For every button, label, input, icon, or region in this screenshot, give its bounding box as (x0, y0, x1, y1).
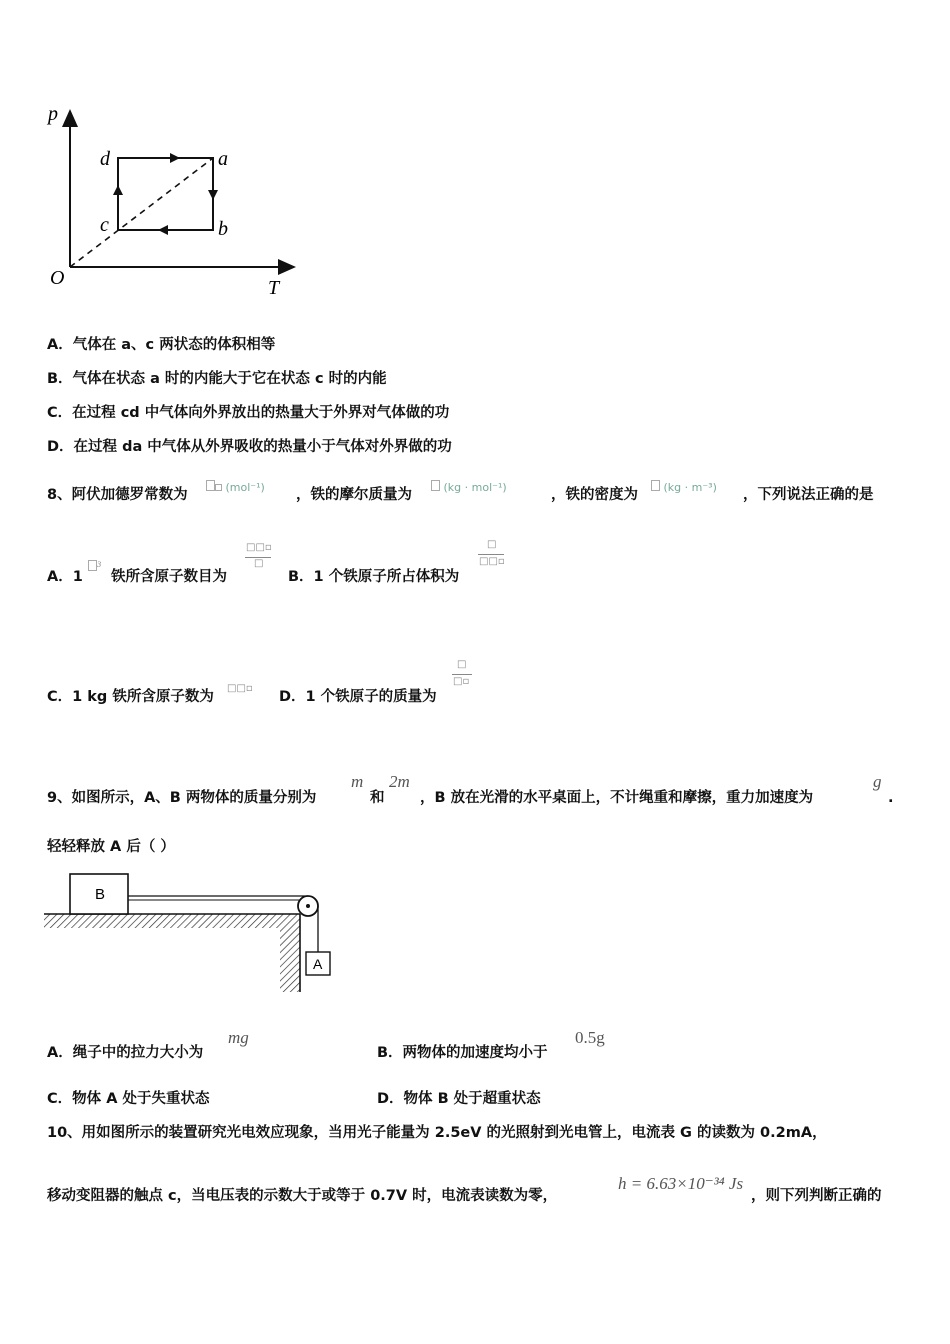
q9-option-b: B．两物体的加速度均小于 (377, 1045, 548, 1061)
pulley-diagram (44, 870, 344, 995)
q8-option-c-formula: □□▫ (227, 683, 253, 694)
q9-stem-line2: 轻轻释放 A 后（ ） (47, 839, 175, 855)
arrow-bc (158, 225, 168, 235)
arrow-da (170, 153, 180, 163)
q9-option-b-expr (575, 1028, 605, 1048)
dashed-line-oa (70, 158, 213, 267)
q7-option-a: A．气体在 a、c 两状态的体积相等 (47, 337, 276, 353)
q8-option-a-label: A．1 (47, 569, 83, 585)
point-label-b: b (218, 218, 228, 240)
q9-mass-b: 2m (389, 772, 410, 791)
q9-stem-and: 和 (370, 790, 385, 806)
q8-option-d-text: D．1 个铁原子的质量为 (279, 689, 437, 705)
axis-label-p: p (48, 103, 58, 125)
q9-option-a: A．绳子中的拉力大小为 (47, 1045, 204, 1061)
q8-stem-1: 8、阿伏加德罗常数为 (47, 487, 188, 503)
q9-stem-end: . (888, 790, 894, 806)
q10-line1: 10、用如图所示的装置研究光电效应现象，当用光子能量为 2.5eV 的光照射到光电管上，电流表 G 的读数为 0.2mA， (47, 1125, 827, 1141)
q8-stem-3: ，铁的密度为 (551, 487, 638, 503)
q9-option-a-expr: mg (228, 1028, 249, 1047)
q9-gravity-symbol: g (873, 772, 882, 791)
q9-option-c: C．物体 A 处于失重状态 (47, 1091, 210, 1107)
block-a-label: A (313, 956, 323, 972)
p-t-diagram (40, 95, 300, 305)
q10-line2-post: ，则下列判断正确的 (751, 1188, 882, 1204)
arrow-cd (113, 185, 123, 195)
q8-option-a-unit: 3 (88, 560, 101, 574)
q8-option-b-text: B．1 个铁原子所占体积为 (288, 569, 460, 585)
q8-option-d-fraction: □ □▫ (452, 659, 472, 693)
q8-molar-mass-formula: (kg · mol⁻¹) (431, 480, 507, 494)
q10-line2-pre: 移动变阻器的触点 c，当电压表的示数大于或等于 0.7V 时，电流表读数为零， (47, 1188, 558, 1204)
q9-stem-1: 9、如图所示，A、B 两物体的质量分别为 (47, 790, 317, 806)
q8-stem-4: ，下列说法正确的是 (743, 487, 874, 503)
q10-planck-constant: h = 6.63×10⁻³⁴ Js (618, 1174, 744, 1193)
q8-density-formula: (kg · m⁻³) (651, 480, 717, 494)
q7-option-d: D．在过程 da 中气体从外界吸收的热量小于气体对外界做的功 (47, 439, 452, 455)
pulley-axle (306, 904, 310, 908)
q7-option-c: C．在过程 cd 中气体向外界放出的热量大于外界对气体做的功 (47, 405, 450, 421)
wall-hatch (280, 914, 300, 992)
q8-option-a-fraction: □□▫ □ (246, 542, 272, 569)
q8-option-b-fraction: □ □□▫ (479, 539, 505, 567)
q8-option-c-text: C．1 kg 铁所含原子数为 (47, 689, 214, 705)
table-hatch (44, 914, 280, 928)
point-label-d: d (100, 148, 110, 170)
q9-stem-2: ，B 放在光滑的水平桌面上，不计绳重和摩擦，重力加速度为 (420, 790, 814, 806)
block-b-label: B (95, 886, 106, 903)
arrow-ab (208, 190, 218, 200)
axis-label-t: T (268, 277, 280, 299)
q8-option-a-text: 铁所含原子数目为 (111, 569, 227, 585)
point-label-c: c (100, 214, 109, 236)
point-label-a: a (218, 148, 228, 170)
q7-option-b: B．气体在状态 a 时的内能大于它在状态 c 时的内能 (47, 371, 387, 387)
q9-mass-a: m (351, 772, 364, 791)
q8-stem-2: ，铁的摩尔质量为 (296, 487, 412, 503)
origin-label: O (50, 267, 65, 289)
q8-avogadro-formula: (mol⁻¹) (206, 480, 265, 494)
q9-option-b-expr-text: 0.5g (575, 1028, 605, 1047)
q9-option-d: D．物体 B 处于超重状态 (377, 1091, 541, 1107)
